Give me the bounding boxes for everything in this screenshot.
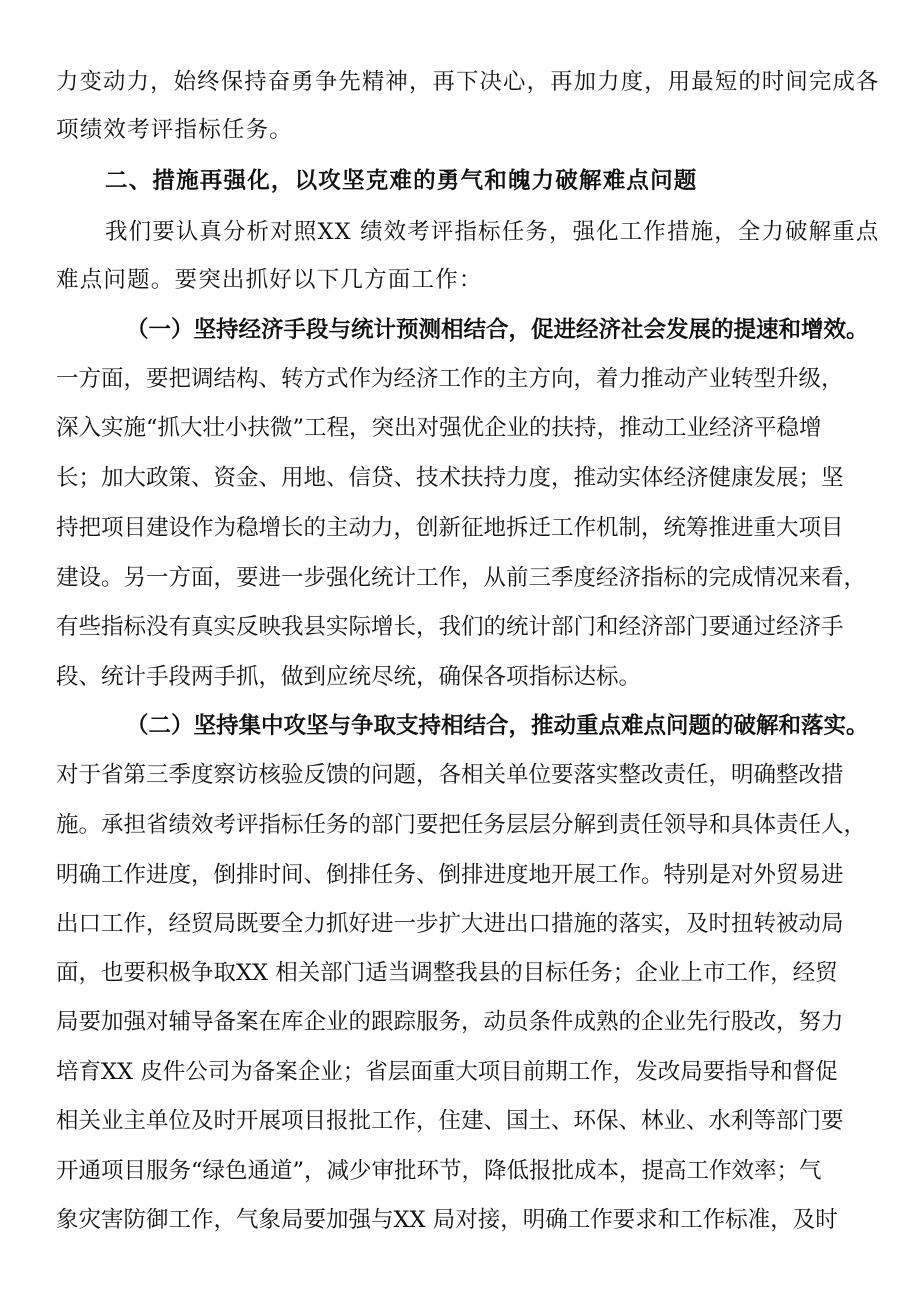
body-line: 段、统计手段两手抓，做到应统尽统，确保各项指标达标。 <box>56 664 642 690</box>
body-line: 长；加大政策、资金、用地、信贷、技术扶持力度，推动实体经济健康发展；坚 <box>56 465 844 491</box>
body-line: 深入实施“抓大壮小扶微”工程，突出对强优企业的扶持，推动工业经济平稳增 <box>56 415 822 441</box>
body-line: 象灾害防御工作，气象局要加强与XX 局对接，明确工作要求和工作标准，及时 <box>56 1207 838 1233</box>
body-line: 对于省第三季度察访核验反馈的问题，各相关单位要落实整改责任，明确整改措 <box>56 762 844 788</box>
body-line: 难点问题。要突出抓好以下几方面工作： <box>56 267 483 293</box>
body-line: 有些指标没有真实反映我县实际增长，我们的统计部门和经济部门要通过经济手 <box>56 614 844 640</box>
body-line: 明确工作进度，倒排时间、倒排任务、倒排进度地开展工作。特别是对外贸易进 <box>56 862 844 888</box>
body-line: 持把项目建设作为稳增长的主动力，创新征地拆迁工作机制，统筹推进重大项目 <box>56 515 844 541</box>
body-line: 培育XX 皮件公司为备案企业；省层面重大项目前期工作，发改局要指导和督促 <box>56 1059 838 1085</box>
subsection-heading: （一）坚持经济手段与统计预测相结合，促进经济社会发展的提速和增效。 <box>126 317 869 343</box>
body-line: 面，也要积极争取XX 相关部门适当调整我县的目标任务；企业上市工作，经贸 <box>56 960 838 986</box>
body-line: 建设。另一方面，要进一步强化统计工作，从前三季度经济指标的完成情况来看， <box>56 565 867 591</box>
subsection-heading: （二）坚持集中攻坚与争取支持相结合，推动重点难点问题的破解和落实。 <box>126 713 869 739</box>
body-line: 开通项目服务“绿色通道”，减少审批环节，降低报批成本，提高工作效率；气 <box>56 1158 822 1184</box>
body-line: 施。承担省绩效考评指标任务的部门要把任务层层分解到责任领导和具体责任人， <box>56 812 867 838</box>
body-line: 一方面，要把调结构、转方式作为经济工作的主方向，着力推动产业转型升级， <box>56 366 844 392</box>
body-line: 我们要认真分析对照XX 绩效考评指标任务，强化工作措施，全力破解重点 <box>105 219 880 245</box>
body-line: 项绩效考评指标任务。 <box>56 117 294 143</box>
section-heading: 二、措施再强化，以攻坚克难的勇气和魄力破解难点问题 <box>105 168 698 194</box>
body-line: 出口工作，经贸局既要全力抓好进一步扩大进出口措施的落实，及时扭转被动局 <box>56 911 844 937</box>
body-line: 力变动力，始终保持奋勇争先精神，再下决心，再加力度，用最短的时间完成各 <box>56 69 880 95</box>
body-line: 局要加强对辅导备案在库企业的跟踪服务，动员条件成熟的企业先行股改，努力 <box>56 1009 844 1035</box>
body-line: 相关业主单位及时开展项目报批工作，住建、国土、环保、林业、水利等部门要 <box>56 1108 844 1134</box>
